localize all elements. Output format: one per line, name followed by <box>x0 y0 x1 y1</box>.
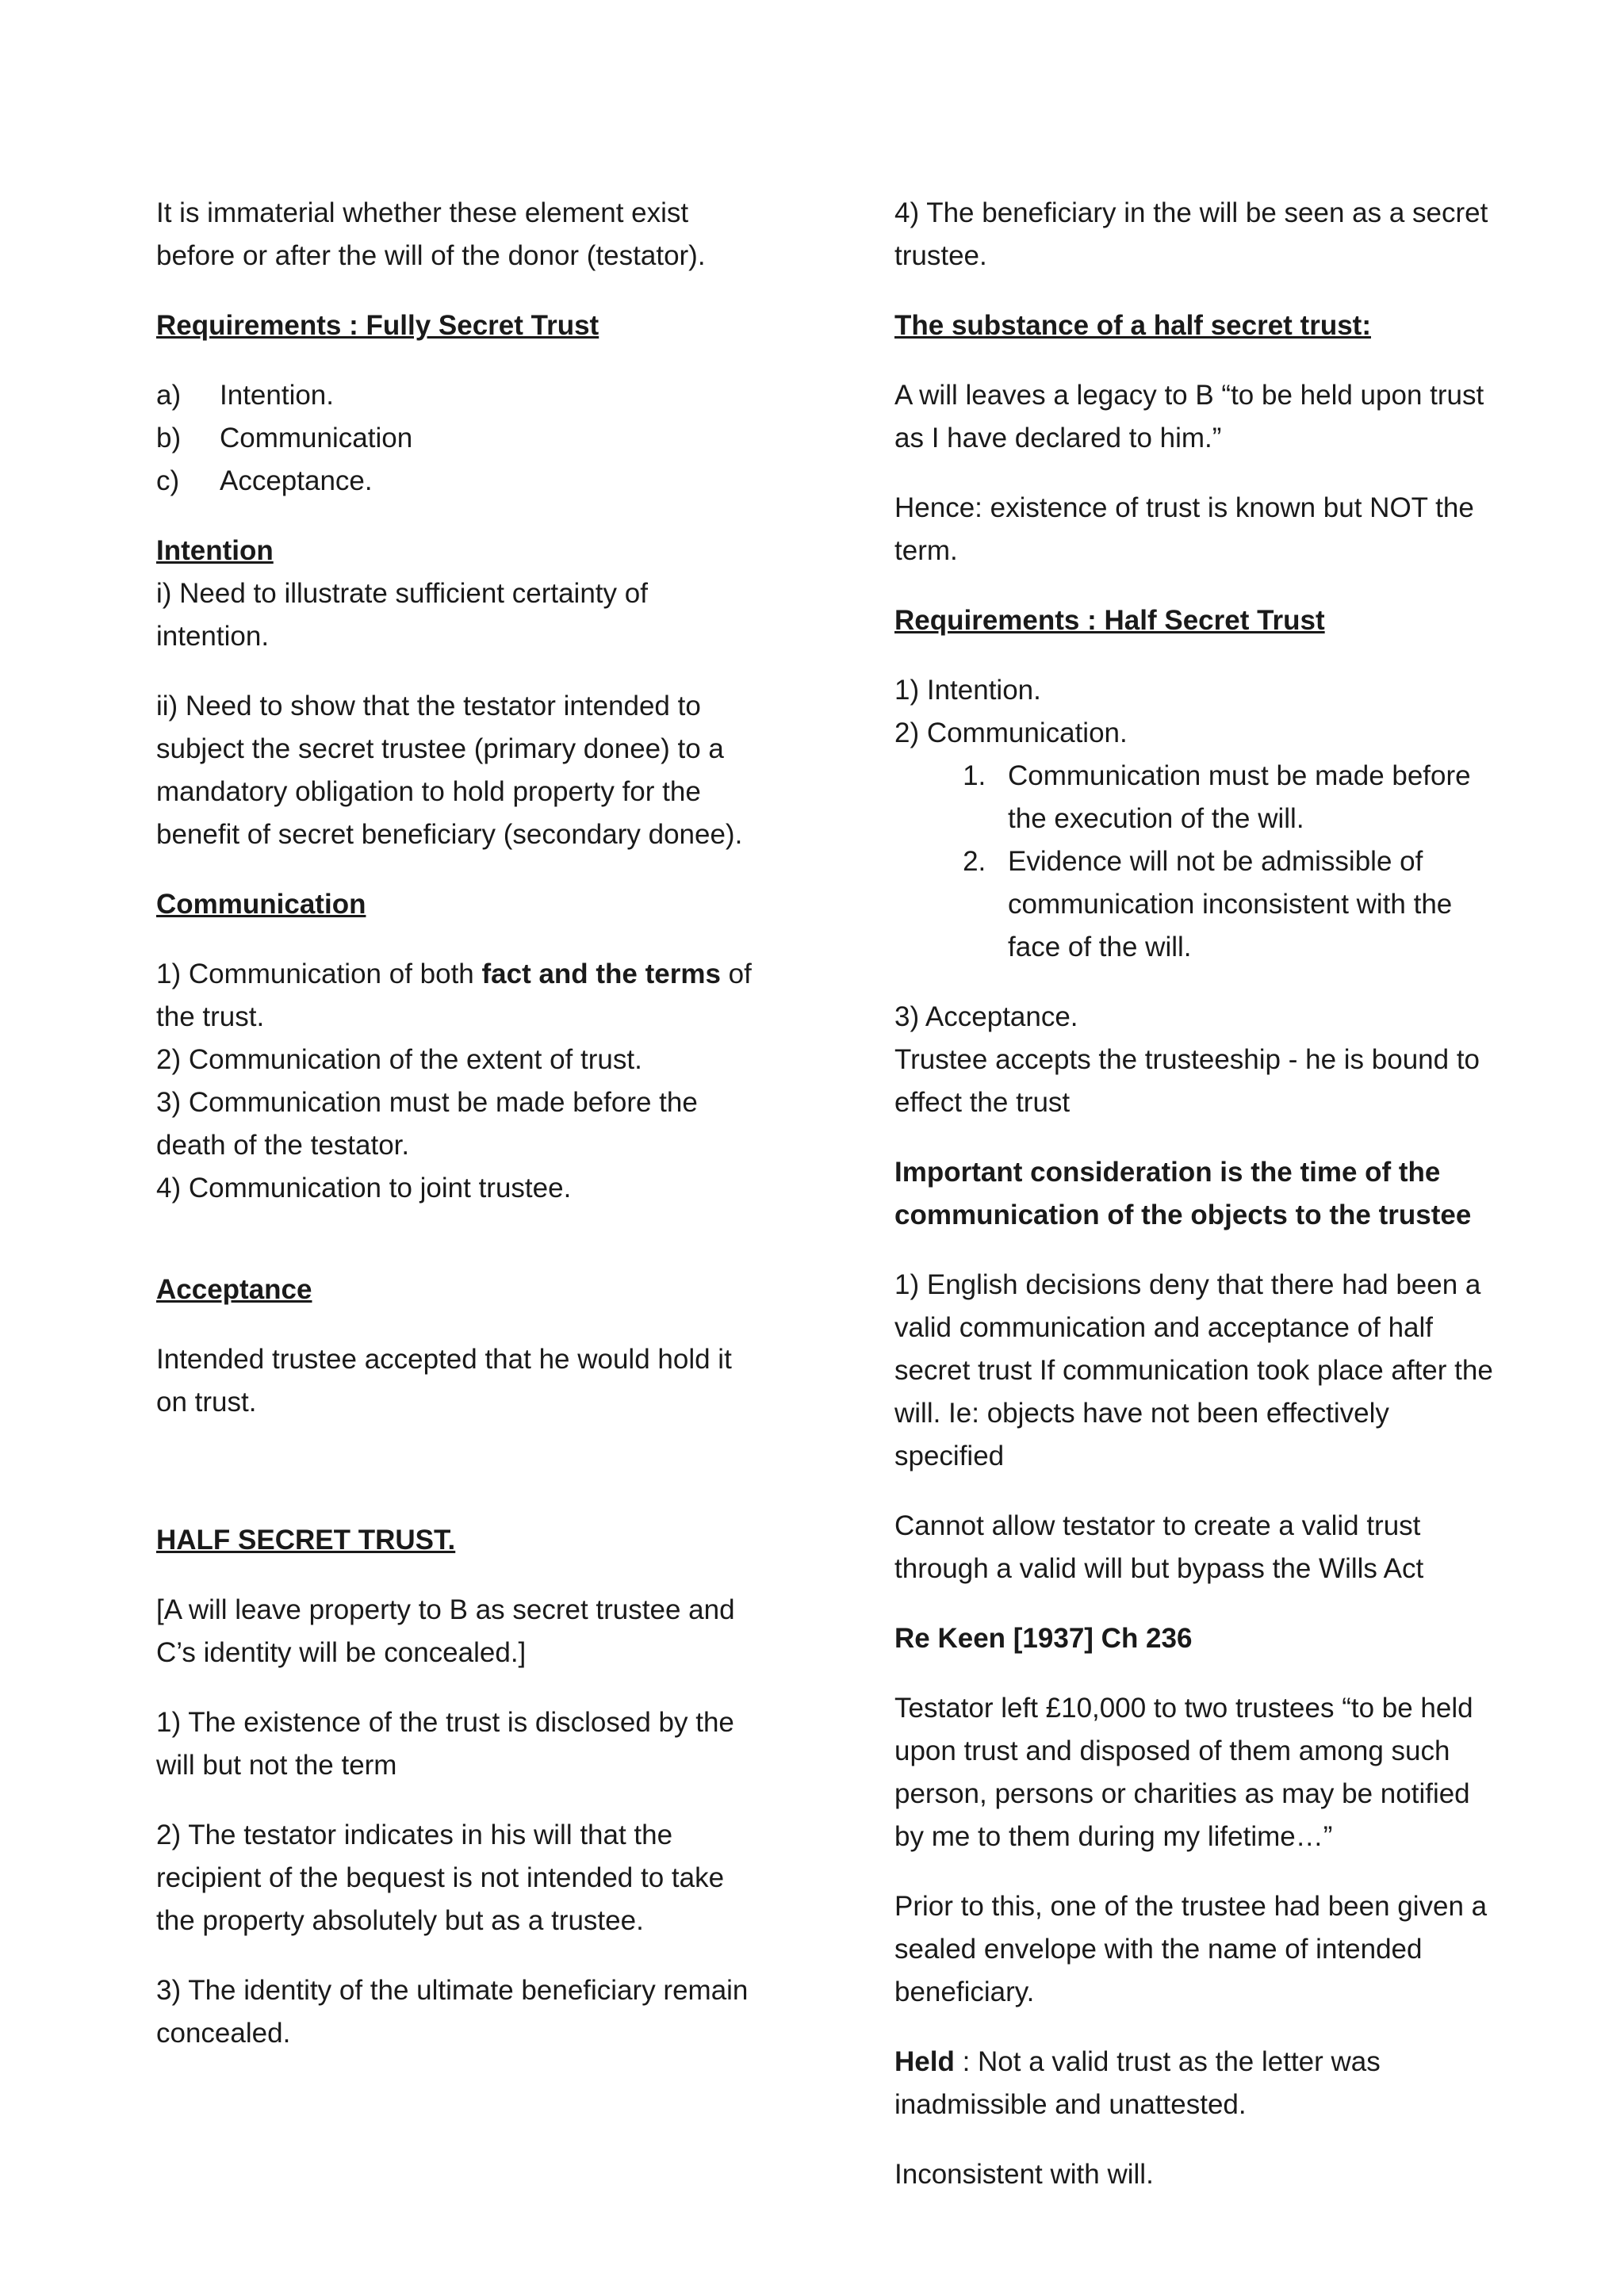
list-item: 2. Evidence will not be admissible of communication inconsistent with the face of the will. <box>994 840 1497 969</box>
half-secret-trust-heading: HALF SECRET TRUST. <box>156 1525 456 1556</box>
half-secret-point-2: 2) The testator indicates in his will that the recipient of the bequest is not intended to take the property absolutely but as a trustee. <box>156 1820 725 1936</box>
acceptance-text: Intended trustee accepted that he would hold it on trust. <box>156 1344 732 1418</box>
intro-paragraph: It is immaterial whether these element exist before or after the will of the donor (testator). <box>156 197 706 271</box>
fully-secret-requirements-list <box>156 374 759 503</box>
list-item: 1. Communication must be made before the execution of the will. <box>994 755 1497 840</box>
intention-point-2: ii) Need to show that the testator intended to subject the secret trustee (primary donee) to a mandatory obligation to hold property for the benefit of secret beneficiary (secondary donee). <box>156 691 743 850</box>
inconsistent-note: Inconsistent with will. <box>894 2159 1154 2190</box>
half-secret-point-4: 4) The beneficiary in the will be seen as a secret trustee. <box>894 197 1488 271</box>
communication-point-3: 3) Communication must be made before the death of the testator. <box>156 1087 698 1161</box>
important-consideration: Important consideration is the time of the communication of the objects to the trustee <box>894 1157 1472 1230</box>
acceptance-heading: Acceptance <box>156 1274 312 1305</box>
list-item: c) Acceptance. <box>156 465 373 496</box>
wills-act-note: Cannot allow testator to create a valid trust through a valid will but bypass the Wills Act <box>894 1510 1424 1584</box>
acceptance-explanation: Trustee accepts the trusteeship - he is bound to effect the trust <box>894 1044 1480 1118</box>
half-secret-point-3: 3) The identity of the ultimate beneficiary remain concealed. <box>156 1975 749 2049</box>
case-prior-facts: Prior to this, one of the trustee had been given a sealed envelope with the name of intended beneficiary. <box>894 1891 1488 2007</box>
half-requirement-3: 3) Acceptance. <box>894 1001 1078 1032</box>
communication-points <box>156 953 759 1210</box>
list-item: b) Communication <box>156 423 413 453</box>
half-secret-requirements-heading: Requirements : Half Secret Trust <box>894 605 1325 636</box>
hence-text: Hence: existence of trust is known but NOT the term. <box>894 492 1474 566</box>
communication-sub-list <box>894 755 1497 969</box>
held-label: Held <box>894 2046 955 2077</box>
substance-heading: The substance of a half secret trust: <box>894 310 1371 341</box>
fully-secret-requirements-heading: Requirements : Fully Secret Trust <box>156 310 599 341</box>
list-item: a) Intention. <box>156 380 334 411</box>
communication-point-2: 2) Communication of the extent of trust. <box>156 1044 642 1075</box>
half-requirement-1: 1) Intention. <box>894 675 1041 706</box>
case-held: Held : Not a valid trust as the letter was inadmissible and unattested. <box>894 2046 1381 2120</box>
communication-point-4: 4) Communication to joint trustee. <box>156 1173 572 1203</box>
case-facts: Testator left £10,000 to two trustees “to be held upon trust and disposed of them among such person, persons or charities as may be notified by me to them during my lifetime…” <box>894 1693 1473 1852</box>
half-secret-point-1: 1) The existence of the trust is disclosed by the will but not the term <box>156 1707 734 1781</box>
right-column <box>894 192 1497 2223</box>
english-decisions: 1) English decisions deny that there had been a valid communication and acceptance of half secret trust If communication took place after the will. Ie: objects have not been effectively specified <box>894 1269 1493 1471</box>
half-requirement-2: 2) Communication. <box>894 718 1128 748</box>
left-column <box>156 192 759 2082</box>
communication-heading: Communication <box>156 889 366 920</box>
intention-heading: Intention <box>156 535 274 566</box>
substance-text: A will leaves a legacy to B “to be held upon trust as I have declared to him.” <box>894 380 1484 453</box>
case-title: Re Keen [1937] Ch 236 <box>894 1623 1193 1654</box>
half-secret-intro: [A will leave property to B as secret trustee and C’s identity will be concealed.] <box>156 1594 735 1668</box>
communication-point-1: 1) Communication of both fact and the terms of the trust. <box>156 959 752 1032</box>
intention-point-1: i) Need to illustrate sufficient certainty of intention. <box>156 578 648 652</box>
